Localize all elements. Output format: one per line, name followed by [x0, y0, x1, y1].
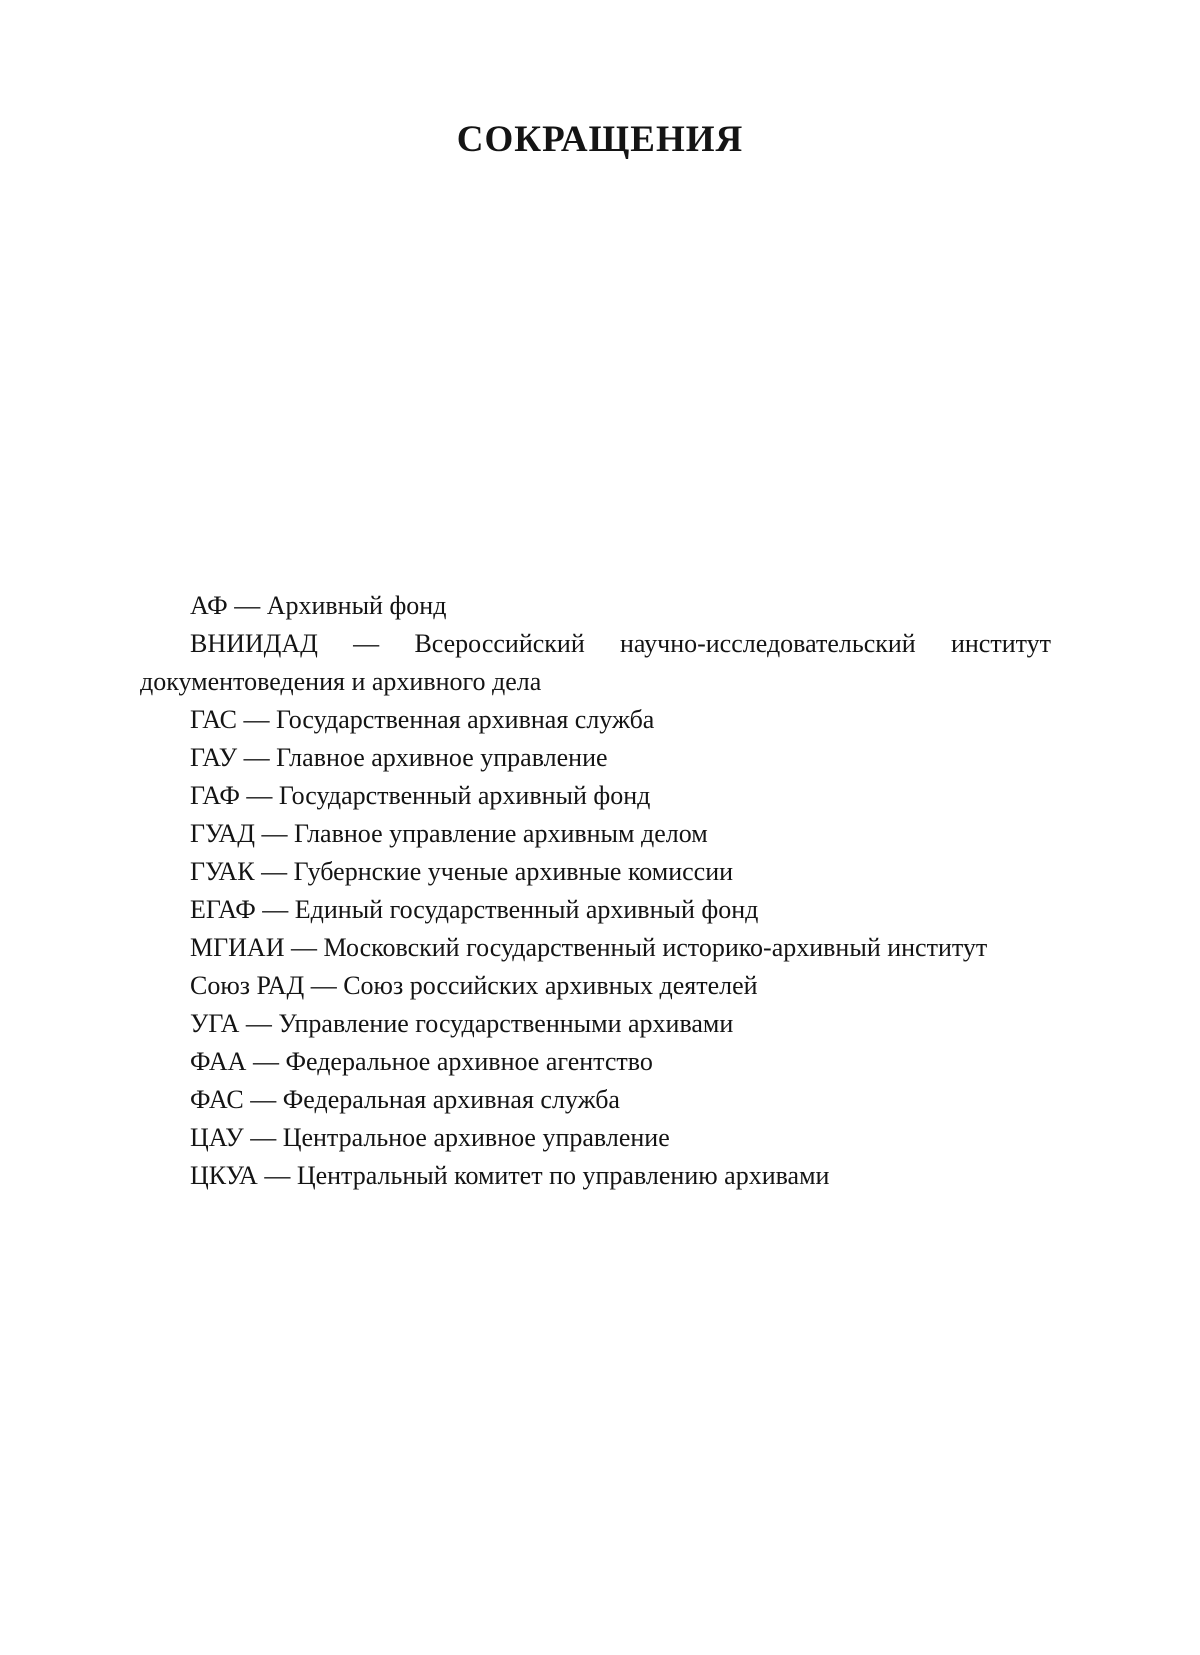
separator: — — [237, 743, 277, 772]
expansion: Союз российских архивных деятелей — [343, 971, 758, 1000]
abbreviation: ГАС — [190, 705, 238, 734]
expansion: Управление государственными архивами — [278, 1009, 734, 1038]
list-item — [140, 1005, 1051, 1043]
separator: — — [246, 1047, 286, 1076]
list-item — [140, 1119, 1051, 1157]
separator: — — [237, 705, 277, 734]
separator: — — [239, 781, 279, 810]
expansion: Государственный архивный фонд — [278, 781, 651, 810]
abbreviation: ВНИИДАД — [190, 629, 318, 658]
abbreviation: ФАА — [190, 1047, 247, 1076]
expansion: Московский государственный историко-архивный институт — [323, 933, 988, 962]
list-item — [140, 1157, 1051, 1195]
list-item — [140, 1043, 1051, 1081]
abbreviation: УГА — [190, 1009, 240, 1038]
expansion: Главное управление архивным делом — [294, 819, 708, 848]
list-item — [140, 1081, 1051, 1119]
abbreviation: ГУАД — [190, 819, 255, 848]
expansion: Федеральное архивное агентство — [285, 1047, 653, 1076]
separator: — — [284, 933, 324, 962]
abbreviation: АФ — [190, 591, 228, 620]
separator: — — [254, 857, 294, 886]
expansion: Всероссийский научно-исследовательский институт документоведения и архивного дела — [140, 629, 1051, 696]
abbreviation: ЦАУ — [190, 1123, 244, 1152]
abbreviation: ФАС — [190, 1085, 244, 1114]
abbreviation: ГАУ — [190, 743, 238, 772]
abbreviations-list — [140, 587, 1051, 1195]
list-item — [140, 739, 1051, 777]
expansion: Губернские ученые архивные комиссии — [293, 857, 734, 886]
expansion: Центральное архивное управление — [282, 1123, 670, 1152]
abbreviation: ЕГАФ — [190, 895, 256, 924]
expansion: Единый государственный архивный фонд — [294, 895, 759, 924]
abbreviation: ГУАК — [190, 857, 255, 886]
separator: — — [239, 1009, 279, 1038]
separator: — — [255, 819, 294, 848]
list-item — [140, 929, 1051, 967]
abbreviation: МГИАИ — [190, 933, 285, 962]
abbreviation: ГАФ — [190, 781, 240, 810]
separator: — — [317, 629, 415, 658]
list-item — [140, 891, 1051, 929]
expansion: Архивный фонд — [266, 591, 447, 620]
list-item — [140, 777, 1051, 815]
list-item — [140, 815, 1051, 853]
list-item — [140, 853, 1051, 891]
separator: — — [304, 971, 344, 1000]
expansion: Центральный комитет по управлению архивами — [296, 1161, 830, 1190]
abbreviation: ЦКУА — [190, 1161, 258, 1190]
page-title: СОКРАЩЕНИЯ — [456, 119, 744, 160]
abbreviation: Союз РАД — [190, 971, 305, 1000]
list-item — [140, 701, 1051, 739]
separator: — — [255, 895, 295, 924]
expansion: Главное архивное управление — [276, 743, 608, 772]
expansion: Государственная архивная служба — [276, 705, 655, 734]
separator: — — [243, 1085, 283, 1114]
separator: — — [227, 591, 267, 620]
separator: — — [257, 1161, 297, 1190]
separator: — — [243, 1123, 283, 1152]
list-item — [140, 587, 1051, 625]
list-item — [140, 967, 1051, 1005]
list-item — [140, 625, 1051, 701]
expansion: Федеральная архивная служба — [282, 1085, 620, 1114]
